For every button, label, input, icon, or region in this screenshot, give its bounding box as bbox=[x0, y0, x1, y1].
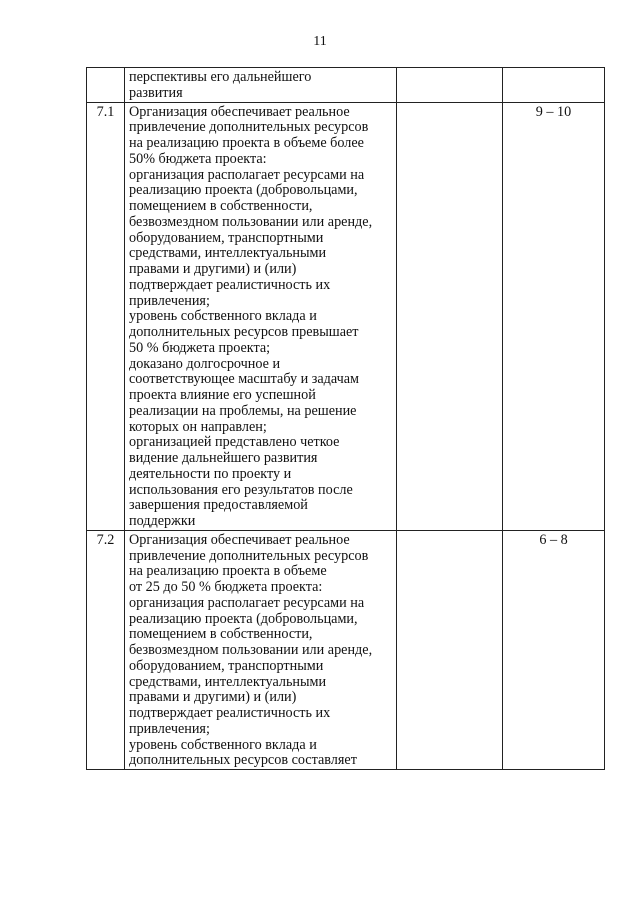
criterion-text-line: доказано долгосрочное и bbox=[129, 355, 281, 372]
empty-cell bbox=[397, 102, 503, 530]
criterion-text-line: привлечения; bbox=[129, 292, 210, 309]
criterion-text-line: реализацию проекта (добровольцами, bbox=[129, 610, 358, 627]
criterion-text-line: подтверждает реалистичность их bbox=[129, 276, 331, 293]
page-number: 11 bbox=[313, 34, 327, 49]
criterion-text-line: от 25 до 50 % бюджета проекта: bbox=[129, 579, 323, 595]
criterion-text-line: оборудованием, транспортными bbox=[129, 657, 324, 674]
criterion-text-line: помещением в собственности, bbox=[129, 626, 313, 643]
criterion-text-line: поддержки bbox=[129, 513, 196, 529]
criteria-table-body bbox=[87, 68, 605, 770]
criterion-text-line: безвозмездном пользовании или аренде, bbox=[129, 213, 373, 230]
criterion-text-line: проекта влияние его успешной bbox=[129, 387, 316, 403]
criterion-text-line: средствами, интеллектуальными bbox=[129, 673, 327, 690]
score-cell: 9 – 10 bbox=[503, 102, 605, 530]
score-cell bbox=[503, 68, 605, 103]
row-number-cell bbox=[87, 68, 125, 103]
criterion-text-line: организация располагает ресурсами на bbox=[129, 166, 365, 183]
criterion-text-line: деятельности по проекту и bbox=[129, 465, 292, 482]
criterion-text-line: реализацию проекта (добровольцами, bbox=[129, 182, 358, 199]
criterion-text-line: на реализацию проекта в объеме bbox=[129, 563, 327, 580]
criterion-text-line: оборудованием, транспортными bbox=[129, 229, 324, 246]
row-number-cell: 7.1 bbox=[87, 102, 125, 530]
criterion-text-line: реализации на проблемы, на решение bbox=[129, 402, 357, 419]
criterion-text-line: 50% бюджета проекта: bbox=[129, 150, 267, 167]
row-number-cell: 7.2 bbox=[87, 530, 125, 769]
criterion-text-line: Организация обеспечивает реальное bbox=[129, 103, 350, 120]
criterion-text-line: правами и другими) и (или) bbox=[129, 261, 297, 277]
criterion-text-line: перспективы его дальнейшего bbox=[129, 69, 312, 85]
criterion-text-cell bbox=[125, 102, 397, 530]
score-cell: 6 – 8 bbox=[503, 530, 605, 769]
table-row bbox=[87, 102, 605, 530]
criterion-text-line: безвозмездном пользовании или аренде, bbox=[129, 642, 373, 658]
criterion-text-line: уровень собственного вклада и bbox=[129, 308, 317, 325]
criterion-text-line: видение дальнейшего развития bbox=[129, 450, 318, 466]
table-row bbox=[87, 530, 605, 769]
criterion-text-line: правами и другими) и (или) bbox=[129, 689, 297, 706]
criterion-text-line: подтверждает реалистичность их bbox=[129, 705, 331, 721]
criterion-text-line: организацией представлено четкое bbox=[129, 434, 340, 451]
criterion-text-line: дополнительных ресурсов превышает bbox=[129, 324, 359, 340]
table-row bbox=[87, 68, 605, 103]
criterion-text-line: привлечения; bbox=[129, 720, 210, 737]
criterion-text-line: помещением в собственности, bbox=[129, 198, 313, 214]
criterion-text-line: использования его результатов после bbox=[129, 481, 353, 498]
criterion-text-line: дополнительных ресурсов составляет bbox=[129, 752, 357, 769]
criterion-text-line: средствами, интеллектуальными bbox=[129, 245, 327, 262]
criterion-text-line: соответствующее масштабу и задачам bbox=[129, 371, 360, 388]
criterion-text-line: на реализацию проекта в объеме более bbox=[129, 135, 364, 151]
criterion-text-line: уровень собственного вклада и bbox=[129, 736, 317, 753]
empty-cell bbox=[397, 530, 503, 769]
criterion-text-line: 50 % бюджета проекта; bbox=[129, 339, 271, 356]
criterion-text-line: привлечение дополнительных ресурсов bbox=[129, 119, 369, 136]
criterion-text-line: которых он направлен; bbox=[129, 418, 267, 435]
criterion-text-line: организация располагает ресурсами на bbox=[129, 594, 365, 611]
criterion-text-line: привлечение дополнительных ресурсов bbox=[129, 547, 369, 564]
criteria-table bbox=[86, 67, 605, 770]
criterion-text-line: Организация обеспечивает реальное bbox=[129, 531, 350, 548]
criterion-text-cell bbox=[125, 530, 397, 769]
criterion-text-line: завершения предоставляемой bbox=[129, 497, 308, 514]
criterion-text-cell bbox=[125, 68, 397, 103]
criterion-text-line: развития bbox=[129, 84, 183, 101]
empty-cell bbox=[397, 68, 503, 103]
